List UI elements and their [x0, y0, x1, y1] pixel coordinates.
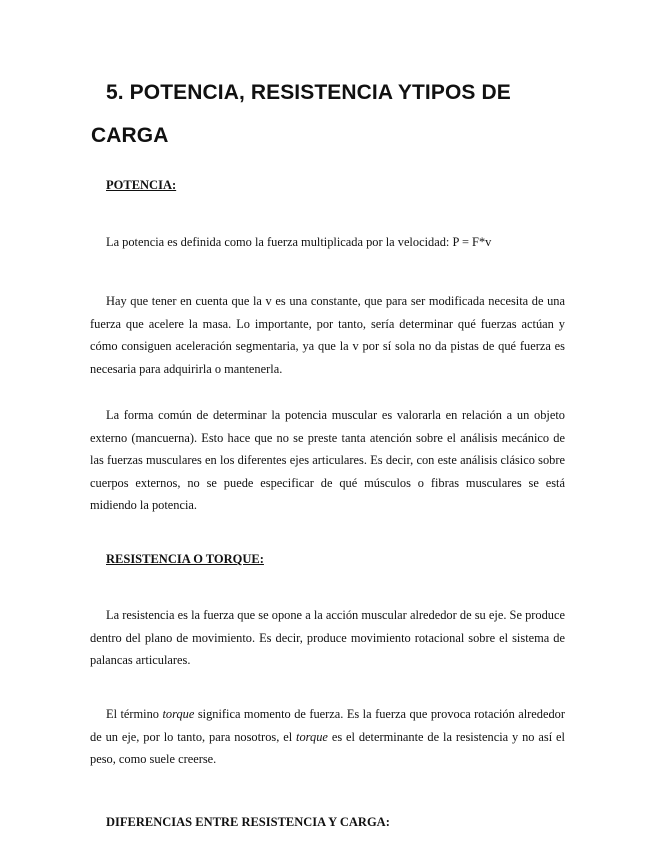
torque-text-part-2: significa momento de fuerza. Es la fuerza que provoca rotación alrededor de un eje, por lo tanto, para nosotros, el	[90, 707, 566, 744]
title-text: POTENCIA, RESISTENCIA YTIPOS DE CARGA	[91, 81, 511, 147]
title-number: 5.	[106, 81, 124, 104]
torque-text-part-1: El término	[106, 707, 163, 721]
potencia-paragraph-2: Hay que tener en cuenta que la v es una constante, que para ser modificada necesita de una fuerza que acelere la masa. Lo importante, por tanto, sería determinar qué fuerzas actúan y cómo consiguen aceleración segmentaria, ya que la v por sí sola no da pistas de qué fuerza es necesaria para adquirirla o mantenerla.	[90, 294, 565, 376]
section-heading-diferencias: DIFERENCIAS ENTRE RESISTENCIA Y CARGA:	[106, 815, 390, 829]
resistencia-paragraph-2	[90, 703, 565, 771]
potencia-paragraph-1: La potencia es definida como la fuerza multiplicada por la velocidad: P = F*v	[106, 235, 492, 249]
section-heading-potencia: POTENCIA:	[106, 178, 177, 192]
potencia-paragraph-3: La forma común de determinar la potencia muscular es valorarla en relación a un objeto externo (mancuerna). Esto hace que no se preste tanta atención sobre el análisis mecánico de las fuerzas musculares en los diferentes ejes articulares. Es decir, con este análisis clásico sobre cuerpos externos, no se puede especificar de qué músculos o fibras musculares se está midiendo la potencia.	[90, 408, 565, 512]
resistencia-paragraph-1: La resistencia es la fuerza que se opone a la acción muscular alrededor de su eje. Se produce dentro del plano de movimiento. Es decir, produce movimiento rotacional sobre el sistema de palancas articulares.	[90, 608, 565, 667]
torque-text-part-3: es el determinante de la resistencia y no así el peso, como suele creerse.	[90, 729, 565, 766]
section-heading-resistencia: RESISTENCIA O TORQUE:	[106, 552, 264, 566]
torque-term-2: torque	[296, 729, 328, 744]
torque-term-1: torque	[162, 707, 195, 721]
page-title	[91, 71, 561, 157]
